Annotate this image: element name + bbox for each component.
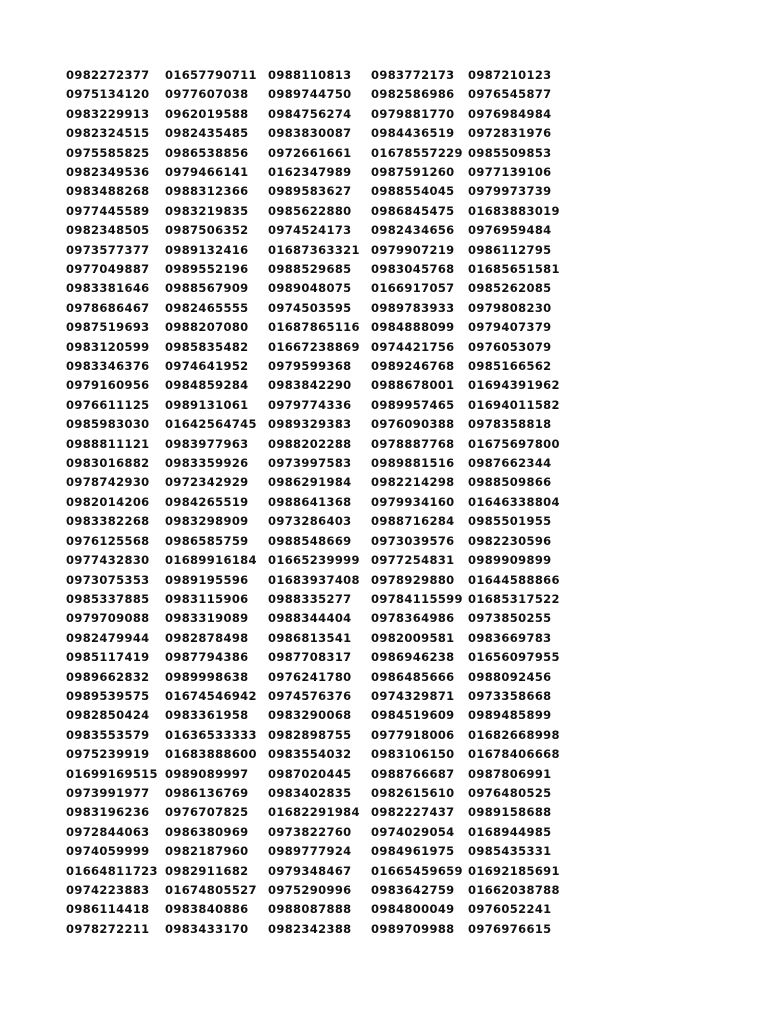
phone-number-cell: 0976090388 xyxy=(371,417,455,432)
phone-number-cell: 01682291984 xyxy=(268,805,360,820)
phone-number-cell: 0974059999 xyxy=(66,844,150,859)
phone-number-cell: 0983115906 xyxy=(165,591,249,606)
phone-number-cell: 0983361958 xyxy=(165,708,249,723)
phone-number-cell: 0989783933 xyxy=(371,300,455,315)
table-row xyxy=(66,706,568,725)
phone-number-cell: 0989132416 xyxy=(165,242,249,257)
phone-number-cell: 0973991977 xyxy=(66,785,150,800)
table-row xyxy=(66,629,568,648)
phone-number-cell: 0976125568 xyxy=(66,533,150,548)
phone-number-cell: 0978358818 xyxy=(468,417,552,432)
phone-number-cell: 0988811121 xyxy=(66,436,150,451)
phone-number-cell: 0989777924 xyxy=(268,844,352,859)
table-row xyxy=(66,105,568,124)
phone-number-cell: 0988092456 xyxy=(468,669,552,684)
table-row xyxy=(66,241,568,260)
phone-number-cell: 0973286403 xyxy=(268,514,352,529)
phone-number-cell: 0979160956 xyxy=(66,378,150,393)
phone-number-cell: 0979709088 xyxy=(66,611,150,626)
phone-number-cell: 0972831976 xyxy=(468,126,552,141)
phone-number-cell: 0984859284 xyxy=(165,378,249,393)
table-row xyxy=(66,668,568,687)
phone-number-cell: 0983554032 xyxy=(268,747,352,762)
phone-number-cell: 0986485666 xyxy=(371,669,455,684)
phone-number-cell: 0982324515 xyxy=(66,126,150,141)
table-row xyxy=(66,338,568,357)
phone-number-cell: 0983840886 xyxy=(165,902,249,917)
phone-number-cell: 0975290996 xyxy=(268,883,352,898)
phone-number-cell: 0979407379 xyxy=(468,320,552,335)
table-row xyxy=(66,260,568,279)
phone-number-cell: 0976480525 xyxy=(468,785,552,800)
phone-number-cell: 0973850255 xyxy=(468,611,552,626)
phone-number-cell: 0983382268 xyxy=(66,514,150,529)
table-row xyxy=(66,377,568,396)
phone-number-cell: 0985337885 xyxy=(66,591,150,606)
phone-number-cell: 0989246768 xyxy=(371,359,455,374)
phone-number-cell: 0988110813 xyxy=(268,67,352,82)
phone-number-cell: 0989131061 xyxy=(165,397,249,412)
phone-number-cell: 0985501955 xyxy=(468,514,552,529)
phone-number-cell: 0983016882 xyxy=(66,456,150,471)
table-row xyxy=(66,415,568,434)
phone-number-cell: 01694011582 xyxy=(468,397,560,412)
phone-number-cell: 0976959484 xyxy=(468,223,552,238)
phone-number-cell: 0972661661 xyxy=(268,145,352,160)
phone-number-cell: 0986114418 xyxy=(66,902,150,917)
phone-number-cell: 0983359926 xyxy=(165,456,249,471)
phone-number-cell: 0983346376 xyxy=(66,359,150,374)
phone-number-cell: 0983120599 xyxy=(66,339,150,354)
phone-number-cell: 01667238869 xyxy=(268,339,360,354)
table-row xyxy=(66,881,568,900)
phone-number-cell: 0987708317 xyxy=(268,650,352,665)
phone-number-cell: 0977607038 xyxy=(165,87,249,102)
phone-number-cell: 0989552196 xyxy=(165,262,249,277)
phone-number-cell: 0982187960 xyxy=(165,844,249,859)
phone-number-cell: 0974576376 xyxy=(268,688,352,703)
phone-number-cell: 0979881770 xyxy=(371,106,455,121)
phone-number-cell: 0983229913 xyxy=(66,106,150,121)
phone-number-cell: 01657790711 xyxy=(165,67,257,82)
phone-number-cell: 0978686467 xyxy=(66,300,150,315)
phone-number-cell: 01687363321 xyxy=(268,242,360,257)
table-row xyxy=(66,144,568,163)
phone-number-cell: 09784115599 xyxy=(371,591,463,606)
phone-number-cell: 0988529685 xyxy=(268,262,352,277)
phone-number-cell: 0984961975 xyxy=(371,844,455,859)
table-row xyxy=(66,396,568,415)
phone-number-cell: 01682668998 xyxy=(468,727,560,742)
table-row xyxy=(66,920,568,939)
phone-number-cell: 0988509866 xyxy=(468,475,552,490)
phone-number-cell: 0986380969 xyxy=(165,824,249,839)
phone-number-cell: 0983219835 xyxy=(165,203,249,218)
phone-number-cell: 0974641952 xyxy=(165,359,249,374)
phone-number-cell: 0989195596 xyxy=(165,572,249,587)
phone-number-cell: 0977445589 xyxy=(66,203,150,218)
phone-number-cell: 0973997583 xyxy=(268,456,352,471)
phone-number-cell: 0986112795 xyxy=(468,242,552,257)
table-row xyxy=(66,124,568,143)
phone-number-cell: 0983319089 xyxy=(165,611,249,626)
phone-number-cell: 0974029054 xyxy=(371,824,455,839)
phone-number-cell: 0986585759 xyxy=(165,533,249,548)
phone-number-cell: 0989881516 xyxy=(371,456,455,471)
phone-number-cell: 01662038788 xyxy=(468,883,560,898)
phone-number-cell: 0989583627 xyxy=(268,184,352,199)
phone-number-cell: 0972342929 xyxy=(165,475,249,490)
phone-number-cell: 0989957465 xyxy=(371,397,455,412)
phone-number-cell: 0982014206 xyxy=(66,494,150,509)
table-row xyxy=(66,221,568,240)
phone-number-cell: 0982898755 xyxy=(268,727,352,742)
phone-number-cell: 0983488268 xyxy=(66,184,150,199)
phone-number-cell: 0989662832 xyxy=(66,669,150,684)
phone-number-cell: 0983402835 xyxy=(268,785,352,800)
phone-number-cell: 01646338804 xyxy=(468,494,560,509)
phone-number-cell: 0987591260 xyxy=(371,164,455,179)
table-row xyxy=(66,66,568,85)
table-row xyxy=(66,279,568,298)
phone-number-cell: 0973822760 xyxy=(268,824,352,839)
phone-number-cell: 01678406668 xyxy=(468,747,560,762)
phone-number-cell: 0979808230 xyxy=(468,300,552,315)
phone-number-cell: 0986946238 xyxy=(371,650,455,665)
table-row xyxy=(66,512,568,531)
table-row xyxy=(66,85,568,104)
phone-number-cell: 0978929880 xyxy=(371,572,455,587)
phone-number-cell: 01694391962 xyxy=(468,378,560,393)
phone-number-cell: 0977432830 xyxy=(66,553,150,568)
phone-number-cell: 0978887768 xyxy=(371,436,455,451)
phone-number-cell: 0985117419 xyxy=(66,650,150,665)
phone-number-cell: 0986845475 xyxy=(371,203,455,218)
phone-number-cell: 0985435331 xyxy=(468,844,552,859)
phone-number-cell: 0976053079 xyxy=(468,339,552,354)
table-row xyxy=(66,435,568,454)
phone-number-cell: 0988567909 xyxy=(165,281,249,296)
phone-number-cell: 0983553579 xyxy=(66,727,150,742)
phone-number-cell: 0978272211 xyxy=(66,921,150,936)
phone-number-cell: 0168944985 xyxy=(468,824,552,839)
table-row xyxy=(66,493,568,512)
phone-number-cell: 01664811723 xyxy=(66,863,158,878)
phone-number-cell: 0974503595 xyxy=(268,300,352,315)
table-row xyxy=(66,900,568,919)
phone-number-cell: 0987210123 xyxy=(468,67,552,82)
phone-number-cell: 0988766687 xyxy=(371,766,455,781)
phone-number-cell: 0987794386 xyxy=(165,650,249,665)
phone-number-cell: 0977254831 xyxy=(371,553,455,568)
phone-number-cell: 01699169515 xyxy=(66,766,158,781)
phone-number-cell: 0983842290 xyxy=(268,378,352,393)
phone-number-cell: 01675697800 xyxy=(468,436,560,451)
phone-number-cell: 01665459659 xyxy=(371,863,463,878)
phone-number-cell: 0988678001 xyxy=(371,378,455,393)
phone-number-cell: 0979774336 xyxy=(268,397,352,412)
table-row xyxy=(66,784,568,803)
phone-number-cell: 0989744750 xyxy=(268,87,352,102)
phone-number-cell: 01636533333 xyxy=(165,727,257,742)
phone-number-cell: 0984519609 xyxy=(371,708,455,723)
phone-number-cell: 0986538856 xyxy=(165,145,249,160)
phone-number-cell: 0989539575 xyxy=(66,688,150,703)
phone-number-cell: 0982227437 xyxy=(371,805,455,820)
phone-number-cell: 0982586986 xyxy=(371,87,455,102)
phone-number-cell: 0989998638 xyxy=(165,669,249,684)
table-row xyxy=(66,726,568,745)
phone-number-cell: 0986813541 xyxy=(268,630,352,645)
phone-number-cell: 0982850424 xyxy=(66,708,150,723)
phone-number-cell: 0982348505 xyxy=(66,223,150,238)
phone-number-cell: 0983433170 xyxy=(165,921,249,936)
phone-number-cell: 0982479944 xyxy=(66,630,150,645)
phone-number-cell: 0982342388 xyxy=(268,921,352,936)
table-row xyxy=(66,765,568,784)
phone-number-cell: 0975585825 xyxy=(66,145,150,160)
phone-number-cell: 0989048075 xyxy=(268,281,352,296)
phone-number-cell: 01683888600 xyxy=(165,747,257,762)
phone-number-cell: 0962019588 xyxy=(165,106,249,121)
phone-number-cell: 0978742930 xyxy=(66,475,150,490)
phone-number-cell: 0983977963 xyxy=(165,436,249,451)
phone-number-cell: 0988554045 xyxy=(371,184,455,199)
table-row xyxy=(66,551,568,570)
table-row xyxy=(66,823,568,842)
table-row xyxy=(66,571,568,590)
phone-number-cell: 0974524173 xyxy=(268,223,352,238)
table-row xyxy=(66,318,568,337)
phone-number-cell: 0982214298 xyxy=(371,475,455,490)
phone-number-cell: 0983830087 xyxy=(268,126,352,141)
phone-number-cell: 0166917057 xyxy=(371,281,455,296)
table-row xyxy=(66,862,568,881)
table-row xyxy=(66,803,568,822)
table-row xyxy=(66,474,568,493)
phone-number-cell: 0985622880 xyxy=(268,203,352,218)
table-row xyxy=(66,202,568,221)
phone-number-cell: 0984265519 xyxy=(165,494,249,509)
phone-number-cell: 0979599368 xyxy=(268,359,352,374)
phone-number-cell: 0976707825 xyxy=(165,805,249,820)
phone-number-cell: 01687865116 xyxy=(268,320,360,335)
table-row xyxy=(66,357,568,376)
phone-number-cell: 01683883019 xyxy=(468,203,560,218)
phone-number-cell: 0976052241 xyxy=(468,902,552,917)
phone-number-cell: 0982615610 xyxy=(371,785,455,800)
phone-number-cell: 01685317522 xyxy=(468,591,560,606)
phone-number-cell: 0983772173 xyxy=(371,67,455,82)
phone-number-table xyxy=(66,66,568,939)
phone-number-cell: 01644588866 xyxy=(468,572,560,587)
phone-number-cell: 0983669783 xyxy=(468,630,552,645)
table-row xyxy=(66,532,568,551)
phone-number-cell: 0984436519 xyxy=(371,126,455,141)
phone-number-cell: 0979348467 xyxy=(268,863,352,878)
phone-number-cell: 0987506352 xyxy=(165,223,249,238)
phone-number-cell: 0982435485 xyxy=(165,126,249,141)
phone-number-cell: 0988087888 xyxy=(268,902,352,917)
phone-number-cell: 01683937408 xyxy=(268,572,360,587)
phone-number-cell: 0988344404 xyxy=(268,611,352,626)
phone-number-cell: 0976611125 xyxy=(66,397,150,412)
table-row xyxy=(66,842,568,861)
phone-number-cell: 0982878498 xyxy=(165,630,249,645)
phone-number-cell: 0976545877 xyxy=(468,87,552,102)
phone-number-cell: 0988202288 xyxy=(268,436,352,451)
phone-number-cell: 01642564745 xyxy=(165,417,257,432)
table-row xyxy=(66,299,568,318)
phone-number-cell: 0987519693 xyxy=(66,320,150,335)
phone-number-cell: 0973577377 xyxy=(66,242,150,257)
phone-number-cell: 0987020445 xyxy=(268,766,352,781)
phone-number-cell: 0975239919 xyxy=(66,747,150,762)
phone-number-cell: 0986291984 xyxy=(268,475,352,490)
table-row xyxy=(66,590,568,609)
phone-number-cell: 01692185691 xyxy=(468,863,560,878)
table-row xyxy=(66,687,568,706)
phone-number-cell: 0982230596 xyxy=(468,533,552,548)
table-row xyxy=(66,648,568,667)
phone-number-cell: 01665239999 xyxy=(268,553,360,568)
phone-number-cell: 0976976615 xyxy=(468,921,552,936)
phone-number-cell: 0984800049 xyxy=(371,902,455,917)
phone-number-cell: 0979466141 xyxy=(165,164,249,179)
phone-number-cell: 0978364986 xyxy=(371,611,455,626)
phone-number-cell: 0985166562 xyxy=(468,359,552,374)
phone-number-cell: 0982465555 xyxy=(165,300,249,315)
phone-number-cell: 0974329871 xyxy=(371,688,455,703)
phone-number-cell: 0988335277 xyxy=(268,591,352,606)
phone-number-cell: 01674546942 xyxy=(165,688,257,703)
phone-number-cell: 0983196236 xyxy=(66,805,150,820)
phone-number-cell: 0979973739 xyxy=(468,184,552,199)
phone-number-cell: 0979907219 xyxy=(371,242,455,257)
phone-number-cell: 0988716284 xyxy=(371,514,455,529)
phone-number-cell: 0985509853 xyxy=(468,145,552,160)
phone-number-cell: 0974223883 xyxy=(66,883,150,898)
phone-number-cell: 0973075353 xyxy=(66,572,150,587)
phone-number-cell: 0983298909 xyxy=(165,514,249,529)
phone-number-cell: 0983045768 xyxy=(371,262,455,277)
phone-number-cell: 0988312366 xyxy=(165,184,249,199)
phone-number-cell: 0983106150 xyxy=(371,747,455,762)
phone-number-cell: 0979934160 xyxy=(371,494,455,509)
phone-number-cell: 0989909899 xyxy=(468,553,552,568)
phone-number-cell: 0982272377 xyxy=(66,67,150,82)
table-row xyxy=(66,454,568,473)
table-row xyxy=(66,163,568,182)
phone-number-cell: 0976984984 xyxy=(468,106,552,121)
phone-number-cell: 0983381646 xyxy=(66,281,150,296)
phone-number-cell: 0162347989 xyxy=(268,164,352,179)
phone-number-cell: 0989485899 xyxy=(468,708,552,723)
phone-number-cell: 0989089997 xyxy=(165,766,249,781)
phone-number-cell: 0983290068 xyxy=(268,708,352,723)
phone-number-cell: 0973039576 xyxy=(371,533,455,548)
phone-number-cell: 01689916184 xyxy=(165,553,257,568)
phone-number-cell: 01674805527 xyxy=(165,883,257,898)
phone-number-cell: 0982911682 xyxy=(165,863,249,878)
phone-number-cell: 0975134120 xyxy=(66,87,150,102)
table-row xyxy=(66,745,568,764)
phone-number-cell: 0974421756 xyxy=(371,339,455,354)
phone-number-cell: 0982434656 xyxy=(371,223,455,238)
phone-number-cell: 01656097955 xyxy=(468,650,560,665)
phone-number-cell: 0983642759 xyxy=(371,883,455,898)
phone-number-cell: 0977139106 xyxy=(468,164,552,179)
phone-number-cell: 0976241780 xyxy=(268,669,352,684)
table-row xyxy=(66,609,568,628)
phone-number-cell: 0989158688 xyxy=(468,805,552,820)
phone-number-cell: 01678557229 xyxy=(371,145,463,160)
phone-number-cell: 0987806991 xyxy=(468,766,552,781)
phone-number-cell: 0989709988 xyxy=(371,921,455,936)
phone-number-cell: 0986136769 xyxy=(165,785,249,800)
phone-number-cell: 0989329383 xyxy=(268,417,352,432)
phone-number-cell: 0984888099 xyxy=(371,320,455,335)
phone-number-cell: 0987662344 xyxy=(468,456,552,471)
phone-number-cell: 0985262085 xyxy=(468,281,552,296)
phone-number-cell: 0982009581 xyxy=(371,630,455,645)
phone-number-cell: 0988548669 xyxy=(268,533,352,548)
phone-number-cell: 0988641368 xyxy=(268,494,352,509)
phone-number-cell: 0973358668 xyxy=(468,688,552,703)
phone-number-cell: 0977918006 xyxy=(371,727,455,742)
phone-number-cell: 0984756274 xyxy=(268,106,352,121)
table-row xyxy=(66,182,568,201)
phone-number-cell: 0985835482 xyxy=(165,339,249,354)
phone-number-cell: 0985983030 xyxy=(66,417,150,432)
phone-number-cell: 0982349536 xyxy=(66,164,150,179)
phone-number-cell: 0988207080 xyxy=(165,320,249,335)
phone-number-cell: 0972844063 xyxy=(66,824,150,839)
phone-number-cell: 01685651581 xyxy=(468,262,560,277)
phone-number-cell: 0977049887 xyxy=(66,262,150,277)
